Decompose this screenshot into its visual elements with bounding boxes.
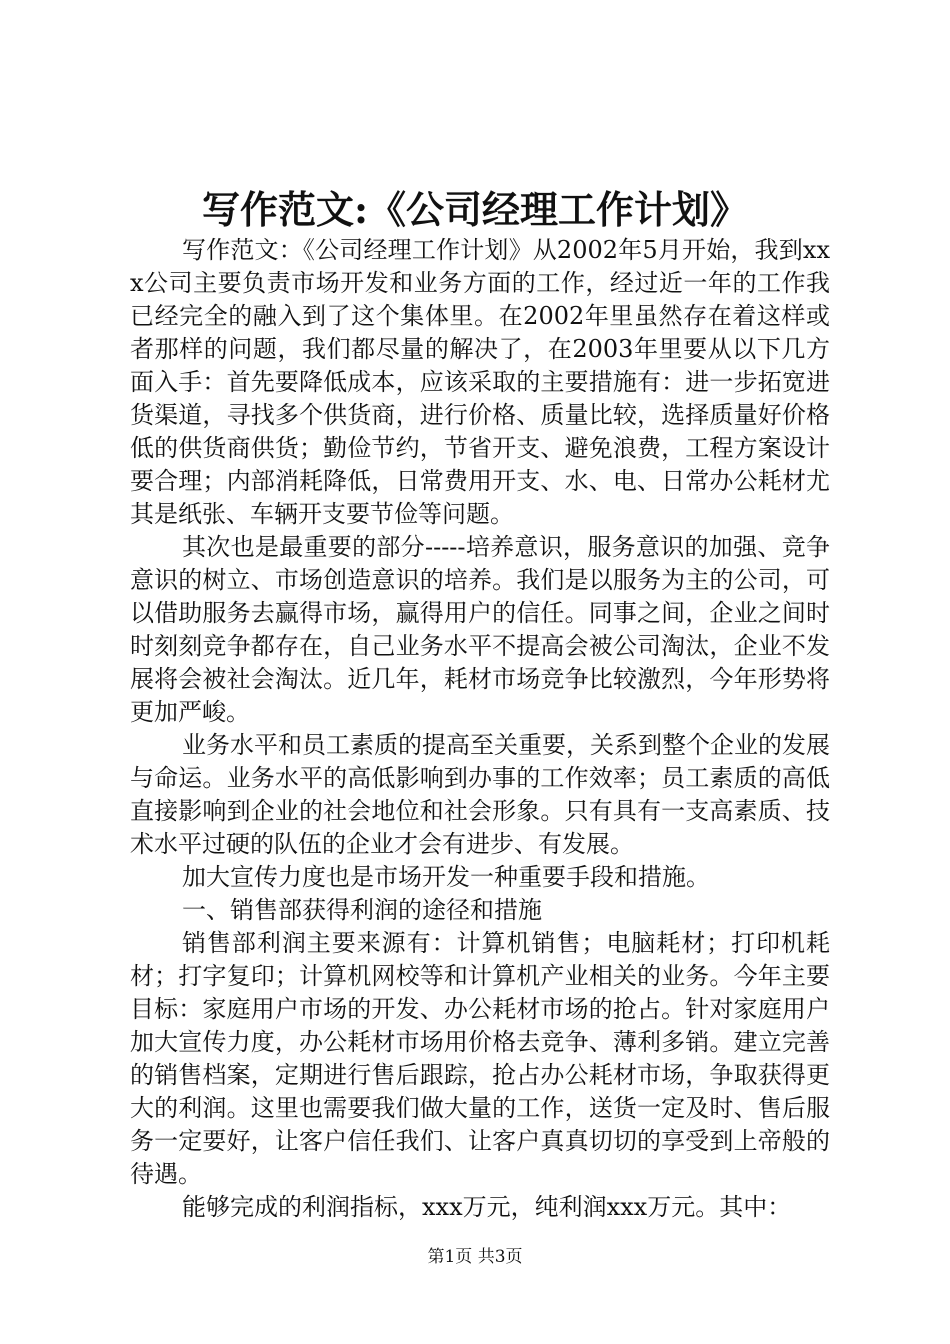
paragraph-awareness: 其次也是最重要的部分-----培养意识，服务意识的加强、竞争意识的树立、市场创造意识的培养。我们是以服务为主的公司，可以借助服务去赢得市场，赢得用户的信任。同事之间，企业之间时时刻刻竞争都存在，自己业务水平不提高会被公司淘汰，企业不发展将会被社会淘汰。近几年，耗材市场竞争比较激烈，今年形势将更加严峻。 — [130, 533, 830, 726]
paragraph-profit-target: 能够完成的利润指标，xxx万元，纯利润xxx万元。其中： — [182, 1193, 792, 1221]
paragraph-publicity: 加大宣传力度也是市场开发一种重要手段和措施。 — [182, 863, 710, 891]
paragraph-sales-sources: 销售部利润主要来源有：计算机销售；电脑耗材；打印机耗材；打字复印；计算机网校等和计算机产业相关的业务。今年主要目标：家庭用户市场的开发、办公耗材市场的抢占。针对家庭用户加大宣传力度，办公耗材市场用价格去竞争、薄利多销。建立完善的销售档案，定期进行售后跟踪，抢占办公耗材市场，争取获得更大的利润。这里也需要我们做大量的工作，送货一定及时、售后服务一定要好，让客户信任我们、让客户真真切切的享受到上帝般的待遇。 — [130, 929, 830, 1188]
paragraph-staff-quality: 业务水平和员工素质的提高至关重要，关系到整个企业的发展与命运。业务水平的高低影响到办事的工作效率；员工素质的高低直接影响到企业的社会地位和社会形象。只有具有一支高素质、技术水平过硬的队伍的企业才会有进步、有发展。 — [130, 731, 830, 858]
document-body — [130, 234, 830, 1224]
section-heading-sales-profit: 一、销售部获得利润的途径和措施 — [182, 896, 542, 924]
paragraph-intro: 写作范文：《公司经理工作计划》从2002年5月开始，我到xxx公司主要负责市场开发和业务方面的工作，经过近一年的工作我已经完全的融入到了这个集体里。在2002年里虽然存在着这样或者那样的问题，我们都尽量的解决了，在2003年里要从以下几方面入手：首先要降低成本，应该采取的主要措施有：进一步拓宽进货渠道，寻找多个供货商，进行价格、质量比较，选择质量好价格低的供货商供货；勤俭节约，节省开支、避免浪费，工程方案设计要合理；内部消耗降低，日常费用开支、水、电、日常办公耗材尤其是纸张、车辆开支要节俭等问题。 — [130, 236, 830, 528]
document-title: 写作范文:《公司经理工作计划》 — [201, 187, 749, 232]
page-footer: 第1页 共3页 — [427, 1247, 523, 1267]
